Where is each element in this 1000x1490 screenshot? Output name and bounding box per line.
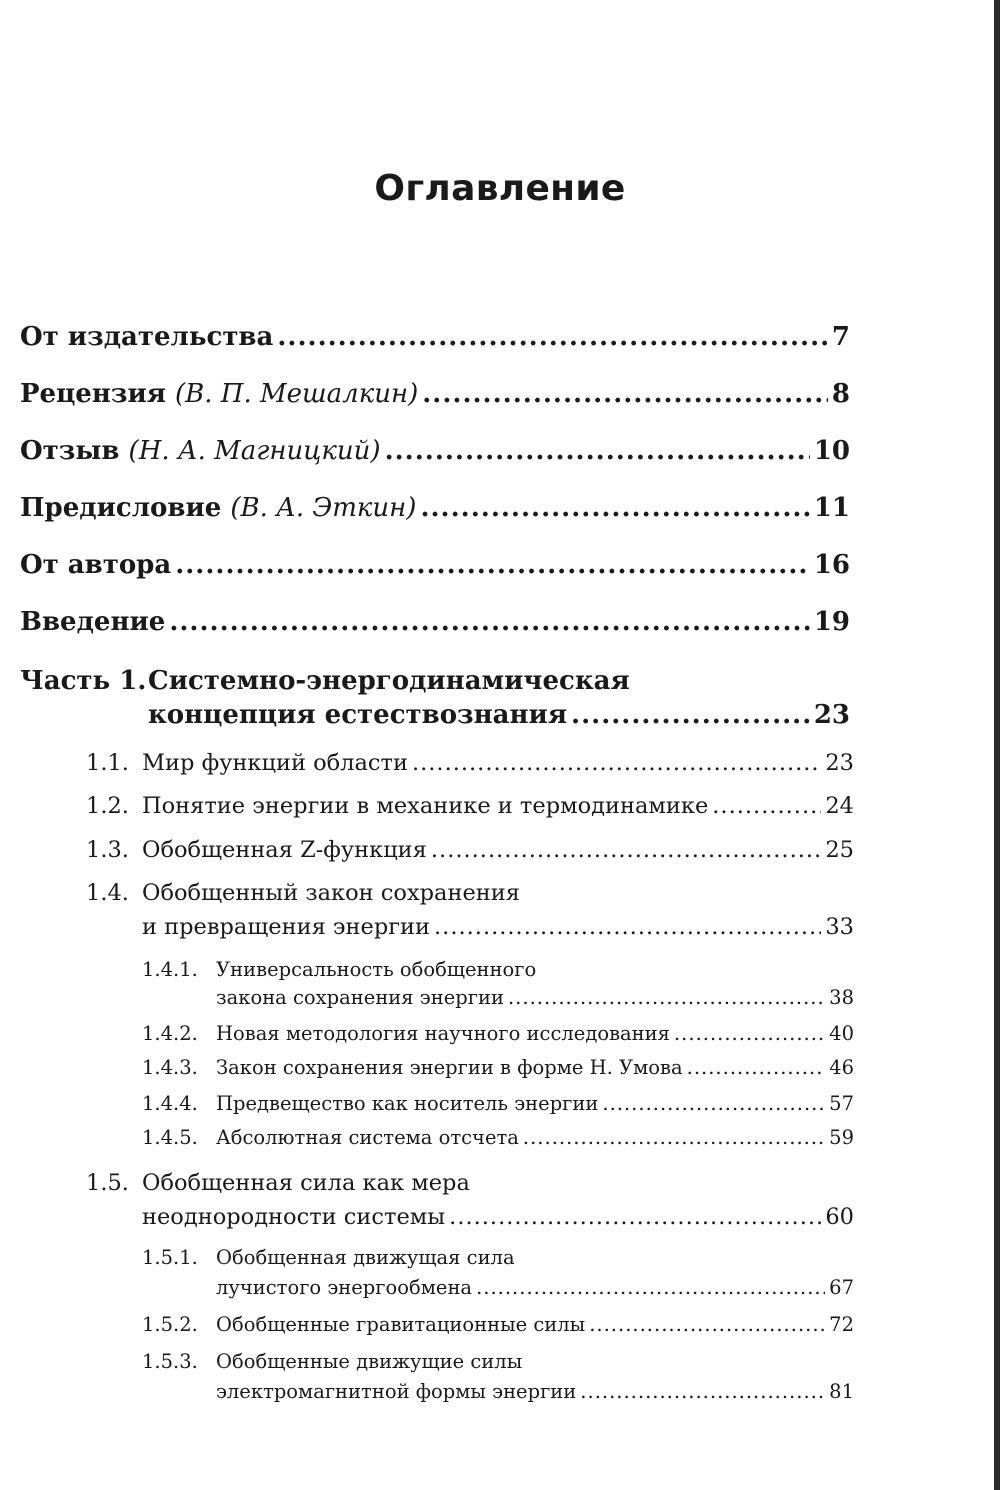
dot-leader [175,550,810,580]
toc-page-number: 60 [825,1204,854,1230]
toc-entry-label: Предвещество как носитель энергии [216,1092,599,1115]
toc-entry-subsection-1-4-1[interactable] [216,986,854,1009]
page-edge-shadow [994,0,1000,1490]
toc-page-number: 67 [829,1276,854,1299]
dot-leader [476,1276,825,1299]
toc-entry-section-1-2[interactable] [142,793,854,819]
toc-entry-label: Введение [20,607,166,637]
toc-entry-part1[interactable] [148,700,850,730]
subsection-number: 1.4.2. [142,1022,198,1045]
toc-entry-label: Отзыв (Н. А. Магницкий) [20,436,381,466]
dot-leader [449,1204,821,1230]
dot-leader [523,1126,825,1149]
toc-entry-introduction[interactable] [20,607,850,637]
toc-page-number: 10 [813,436,850,466]
section-number: 1.2. [86,793,129,819]
toc-entry-label: Обобщенные гравитационные силы [216,1313,586,1336]
subsection-number: 1.5.2. [142,1313,198,1336]
toc-entry-feedback[interactable] [20,436,850,466]
toc-page-number: 23 [813,700,850,730]
toc-page-number: 16 [813,550,850,580]
toc-page-number: 7 [831,322,850,352]
subsection-title-line1: Обобщенные движущие силы [216,1350,523,1373]
toc-page-number: 59 [829,1126,854,1149]
dot-leader [385,436,810,466]
toc-entry-label: Рецензия (В. П. Мешалкин) [20,379,419,409]
toc-entry-label: Закон сохранения энергии в форме Н. Умова [216,1056,683,1079]
toc-entry-label: Понятие энергии в механике и термодинамике [142,793,709,819]
toc-page-number: 25 [825,837,854,863]
toc-entry-label: и превращения энергии [142,914,431,940]
subsection-number: 1.4.3. [142,1056,198,1079]
toc-entry-section-1-1[interactable] [142,750,854,776]
dot-leader [571,700,810,730]
toc-entry-subsection-1-4-3[interactable] [216,1056,854,1079]
toc-entry-label: неоднородности системы [142,1204,446,1230]
toc-entry-label: Мир функций области [142,750,408,776]
toc-entry-subsection-1-4-5[interactable] [216,1126,854,1149]
toc-entry-author: (В. П. Мешалкин) [175,379,419,409]
toc-entry-label: лучистого энергообмена [216,1276,473,1299]
part-number: Часть 1. [20,666,147,696]
toc-page-number: 72 [829,1313,854,1336]
toc-page-number: 46 [829,1056,854,1079]
toc-entry-section-1-5[interactable] [142,1204,854,1230]
dot-leader [434,914,821,940]
toc-entry-label: электромагнитной формы энергии [216,1380,577,1403]
toc-entry-subsection-1-5-3[interactable] [216,1380,854,1403]
subsection-number: 1.4.4. [142,1092,198,1115]
toc-entry-author: (Н. А. Магницкий) [128,436,381,466]
toc-entry-label: Новая методология научного исследования [216,1022,670,1045]
section-number: 1.5. [86,1170,129,1196]
toc-page-number: 33 [825,914,854,940]
toc-page-number: 19 [813,607,850,637]
toc-entry-label: Предисловие (В. А. Эткин) [20,493,417,523]
toc-entry-label: От издательства [20,322,274,352]
toc-entry-label: От автора [20,550,172,580]
dot-leader [589,1313,825,1336]
dot-leader [712,793,821,819]
section-number: 1.3. [86,837,129,863]
subsection-number: 1.4.1. [142,958,198,981]
part-title-line1: Системно-энергодинамическая [148,666,630,696]
toc-page-number: 23 [825,750,854,776]
toc-entry-subsection-1-4-4[interactable] [216,1092,854,1115]
toc-page-number: 8 [831,379,850,409]
subsection-number: 1.4.5. [142,1126,198,1149]
toc-entry-label: закона сохранения энергии [216,986,504,1009]
toc-entry-label: Обобщенная Z-функция [142,837,427,863]
subsection-title-line1: Обобщенная движущая сила [216,1246,515,1269]
toc-page-number: 40 [829,1022,854,1045]
toc-page-number: 57 [829,1092,854,1115]
toc-page-number: 81 [829,1380,854,1403]
toc-page-number: 11 [813,493,850,523]
dot-leader [431,837,821,863]
dot-leader [412,750,821,776]
dot-leader [602,1092,825,1115]
section-title-line1: Обобщенная сила как мера [142,1170,470,1196]
toc-entry-preface[interactable] [20,493,850,523]
page-title: Оглавление [374,168,626,209]
toc-entry-from-author[interactable] [20,550,850,580]
toc-page-number: 38 [829,986,854,1009]
dot-leader [580,1380,825,1403]
subsection-number: 1.5.1. [142,1246,198,1269]
dot-leader [674,1022,825,1045]
toc-entry-section-1-3[interactable] [142,837,854,863]
toc-entry-subsection-1-5-1[interactable] [216,1276,854,1299]
dot-leader [687,1056,826,1079]
toc-entry-section-1-4[interactable] [142,914,854,940]
section-number: 1.4. [86,880,129,906]
toc-entry-label: Абсолютная система отсчета [216,1126,519,1149]
dot-leader [277,322,828,352]
dot-leader [169,607,810,637]
section-title-line1: Обобщенный закон сохранения [142,880,520,906]
part-title-line2: концепция естествознания [148,700,568,730]
toc-entry-author: (В. А. Эткин) [230,493,417,523]
dot-leader [508,986,825,1009]
toc-page-number: 24 [825,793,854,819]
dot-leader [420,493,809,523]
toc-entry-subsection-1-4-2[interactable] [216,1022,854,1045]
subsection-number: 1.5.3. [142,1350,198,1373]
section-number: 1.1. [86,750,129,776]
toc-entry-review[interactable] [20,379,850,409]
dot-leader [422,379,828,409]
toc-entry-subsection-1-5-2[interactable] [216,1313,854,1336]
subsection-title-line1: Универсальность обобщенного [216,958,537,981]
toc-entry-publisher[interactable] [20,322,850,352]
